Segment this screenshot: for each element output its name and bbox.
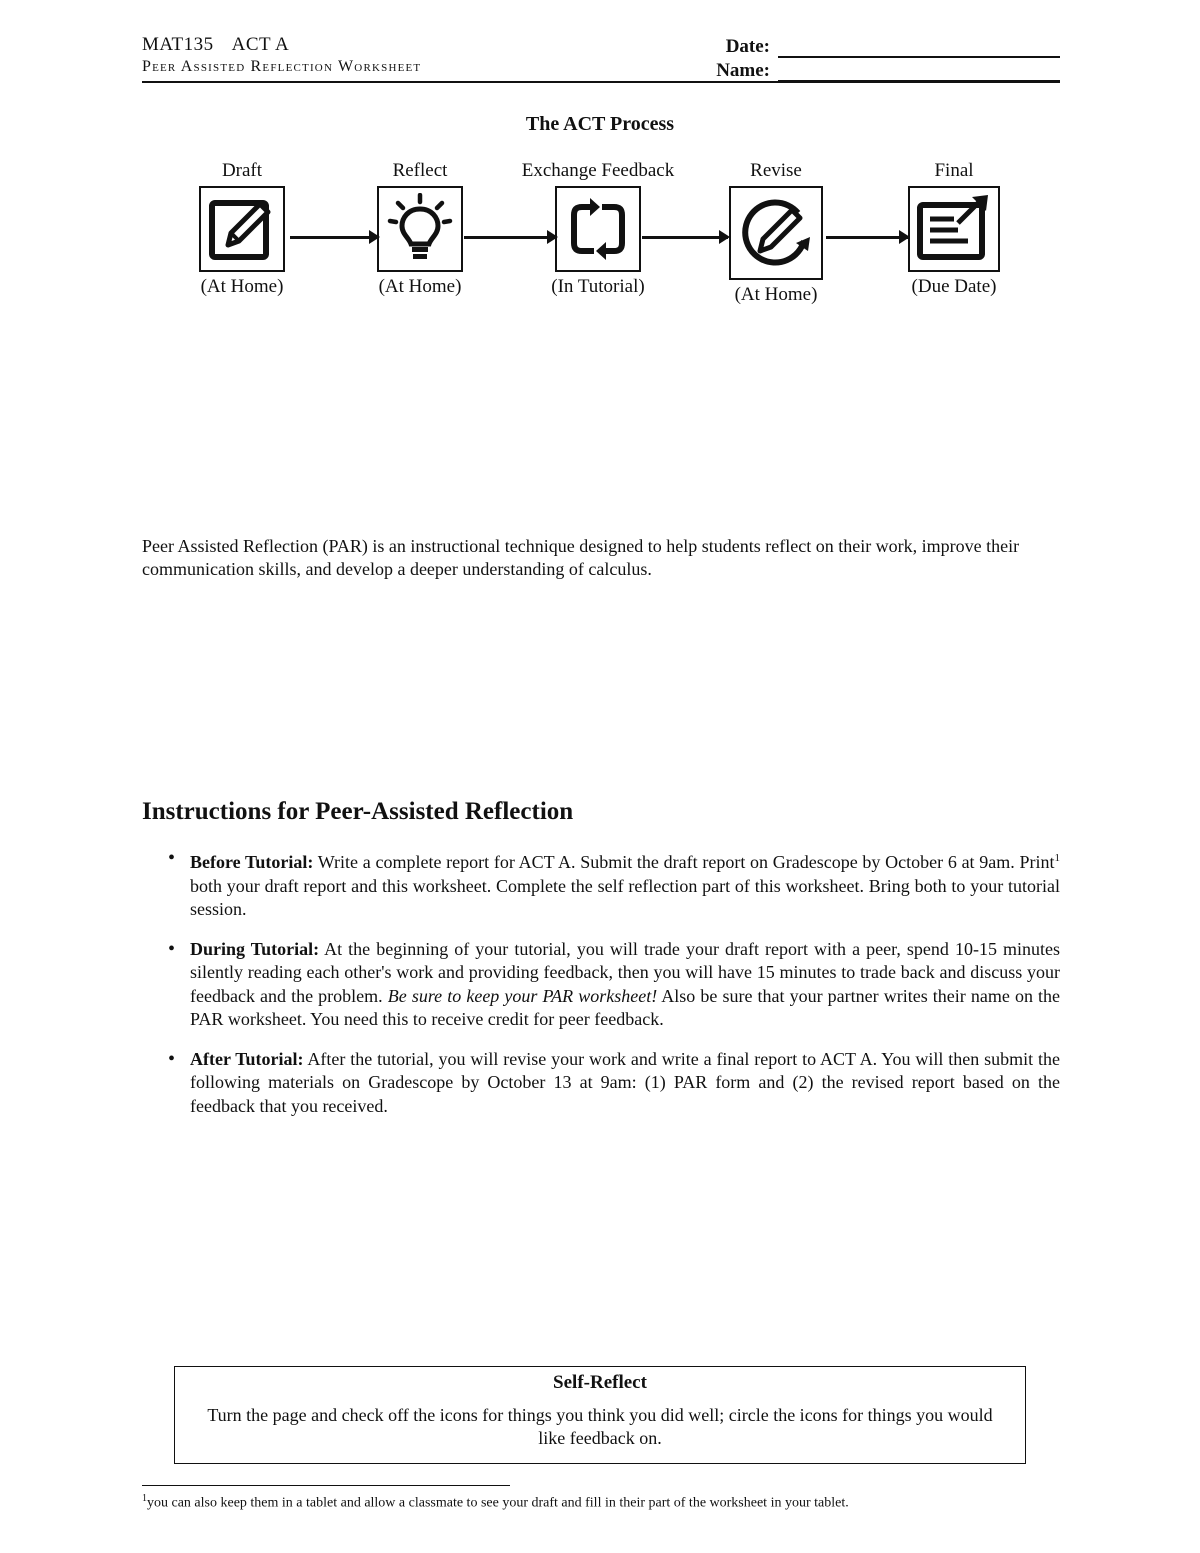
- self-reflect-box: [174, 1366, 1026, 1464]
- step-label: Exchange Feedback: [521, 160, 675, 181]
- course-code: MAT135: [142, 34, 214, 55]
- course-line: [142, 34, 421, 56]
- step-when: (At Home): [734, 284, 818, 305]
- lightbulb-icon: [377, 186, 463, 272]
- act-process-diagram: [0, 160, 1200, 320]
- instruction-text-cont: both your draft report and this worksheet. Complete the self reflection part of this worksheet. Bring both to your tutorial session.: [190, 875, 1060, 919]
- activity-name: ACT A: [231, 34, 290, 55]
- header-rule: [142, 81, 1060, 83]
- instruction-before-tutorial: [168, 847, 1060, 922]
- document-arrow-icon: [908, 186, 1000, 272]
- footnote-mark: 1: [1054, 852, 1060, 864]
- course-header: [142, 34, 421, 76]
- name-field[interactable]: [778, 62, 1060, 82]
- step-draft: [142, 160, 342, 298]
- process-title: The ACT Process: [525, 113, 675, 135]
- instructions-list: [168, 847, 1060, 1134]
- pencil-square-icon: [199, 186, 285, 272]
- par-intro: Peer Assisted Reflection (PAR) is an instructional technique designed to help students reflect on their work, improve their communication skills, and develop a deeper understanding of calculus.: [142, 536, 1020, 579]
- process-arrow: [826, 236, 908, 239]
- step-when: (At Home): [378, 276, 462, 297]
- process-arrow: [290, 236, 378, 239]
- process-arrow: [642, 236, 728, 239]
- exchange-arrows-icon: [555, 186, 641, 272]
- step-label: Reflect: [392, 160, 448, 181]
- name-label: Name:: [716, 60, 770, 81]
- self-reflect-text: Turn the page and check off the icons for things you think you did well; circle the icons for things you would like feedback on.: [207, 1405, 993, 1448]
- instructions-title: Instructions for Peer-Assisted Reflection: [142, 798, 574, 825]
- step-when: (In Tutorial): [551, 276, 645, 297]
- worksheet-subtitle: Peer Assisted Reflection Worksheet: [142, 58, 422, 75]
- self-reflect-title: Self-Reflect: [553, 1372, 647, 1393]
- step-revise: [676, 160, 876, 306]
- instruction-after-tutorial: [168, 1048, 1060, 1119]
- instruction-lead: Before Tutorial:: [190, 852, 314, 872]
- process-arrow: [464, 236, 556, 239]
- step-final: [854, 160, 1054, 298]
- footnote: [142, 1490, 1060, 1513]
- step-label: Draft: [221, 160, 263, 181]
- pencil-circle-icon: [729, 186, 823, 280]
- date-label: Date:: [725, 36, 770, 57]
- instruction-during-tutorial: [168, 938, 1060, 1032]
- instruction-text: Write a complete report for ACT A. Submit the draft report on Gradescope by October 6 at 9am. Print: [313, 852, 1055, 872]
- footnote-rule: [142, 1485, 510, 1486]
- instruction-text: At the beginning of your tutorial, you will trade your draft report with a peer, spend 10-15 minutes silently reading each other's work and providing feedback, then you will have 15 minutes to trade back and discuss your feedback and the problem.: [190, 938, 1060, 1006]
- step-label: Final: [934, 160, 974, 181]
- step-when: (Due Date): [911, 276, 997, 297]
- footnote-text: you can also keep them in a tablet and allow a classmate to see your draft and fill in their part of the worksheet in your tablet.: [147, 1495, 849, 1511]
- instruction-emphasis: Be sure to keep your PAR worksheet!: [387, 985, 658, 1006]
- footnote-mark: 1: [142, 1493, 147, 1504]
- date-name-fields: [700, 34, 1060, 82]
- step-reflect: [320, 160, 520, 298]
- step-when: (At Home): [200, 276, 284, 297]
- date-field[interactable]: [778, 38, 1060, 58]
- instruction-text: After the tutorial, you will revise your work and write a final report to ACT A. You will then submit the following materials on Gradescope by October 13 at 9am: (1) PAR form and (2) the revised report based on the feedback that you received.: [190, 1048, 1060, 1116]
- step-label: Revise: [750, 160, 802, 181]
- instruction-lead: During Tutorial:: [190, 938, 320, 959]
- step-exchange-feedback: [498, 160, 698, 298]
- instruction-lead: After Tutorial:: [190, 1048, 304, 1069]
- instruction-text-cont: Also be sure that your partner writes their name on the PAR worksheet. You need this to receive credit for peer feedback.: [190, 985, 1061, 1029]
